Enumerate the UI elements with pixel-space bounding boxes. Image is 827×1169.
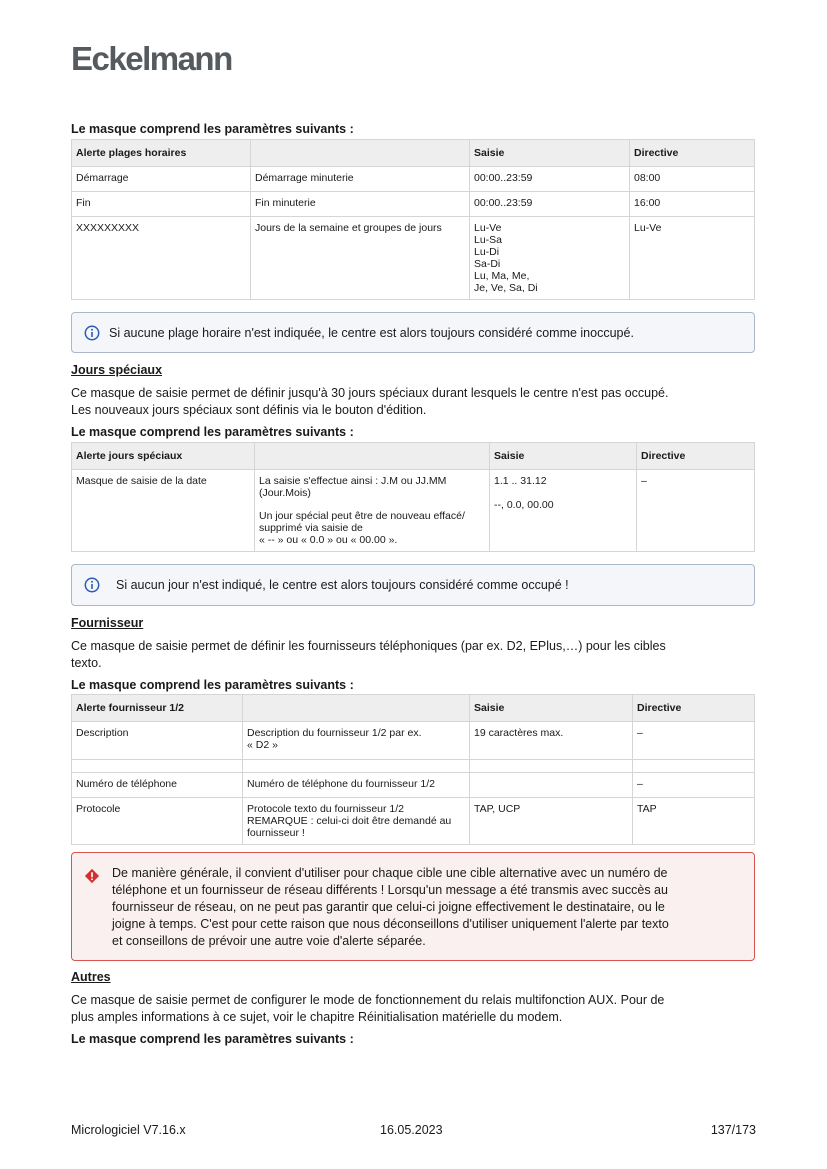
cell-line: (Jour.Mois) xyxy=(259,487,311,499)
table-row xyxy=(72,470,755,552)
header-cell: Saisie xyxy=(490,443,637,470)
cell xyxy=(633,760,755,773)
table-header-row xyxy=(72,695,755,722)
cell-line: --, 0.0, 00.00 xyxy=(494,499,554,511)
cell-line: « D2 » xyxy=(247,739,278,751)
warning-note xyxy=(71,852,755,961)
section3-paragraph-line: Ce masque de saisie permet de définir les fournisseurs téléphoniques (par ex. D2, EPlus,…) pour les cibles xyxy=(71,639,666,653)
cell xyxy=(72,760,243,773)
cell: 00:00..23:59 xyxy=(470,167,630,192)
section2-paragraph-line: Ce masque de saisie permet de définir jusqu'à 30 jours spéciaux durant lesquels le centre n'est pas occupé. xyxy=(71,386,669,400)
warning-line: téléphone et un fournisseur de réseau différents ! Lorsqu'un message a été transmis avec succès au xyxy=(112,883,668,897)
cell: TAP xyxy=(633,798,755,845)
cell: 00:00..23:59 xyxy=(470,192,630,217)
table-row xyxy=(72,217,755,300)
warning-icon xyxy=(84,868,100,884)
cell xyxy=(243,760,470,773)
header-cell: Saisie xyxy=(470,140,630,167)
cell: Fin xyxy=(72,192,251,217)
info-note-text: Si aucun jour n'est indiqué, le centre est alors toujours considéré comme occupé ! xyxy=(116,578,569,592)
warning-line: fournisseur de réseau, on ne peut pas garantir que celui-ci joigne effectivement le destinataire, ou le xyxy=(112,900,665,914)
cell: – xyxy=(633,773,755,798)
cell xyxy=(243,798,470,845)
cell xyxy=(490,470,637,552)
table-row xyxy=(72,722,755,760)
section1-intro-heading: Le masque comprend les paramètres suivants : xyxy=(71,122,354,136)
table-row xyxy=(72,798,755,845)
header-cell xyxy=(255,443,490,470)
section2-paragraph-line: Les nouveaux jours spéciaux sont définis via le bouton d'édition. xyxy=(71,403,427,417)
cell: Fin minuterie xyxy=(251,192,470,217)
cell xyxy=(470,760,633,773)
cell-line: La saisie s'effectue ainsi : J.M ou JJ.MM xyxy=(259,475,447,487)
cell-line: REMARQUE : celui-ci doit être demandé au xyxy=(247,815,452,827)
special-days-table xyxy=(71,442,755,552)
header-cell: Directive xyxy=(630,140,755,167)
cell-line: Lu-Di xyxy=(474,246,500,258)
footer-firmware: Micrologiciel V7.16.x xyxy=(71,1123,186,1137)
header-cell: Directive xyxy=(637,443,755,470)
section3-paragraph-line: texto. xyxy=(71,656,102,670)
cell: Numéro de téléphone du fournisseur 1/2 xyxy=(243,773,470,798)
table-row xyxy=(72,760,755,773)
warning-text xyxy=(112,865,669,950)
cell: Numéro de téléphone xyxy=(72,773,243,798)
section4-paragraph-line: Ce masque de saisie permet de configurer le mode de fonctionnement du relais multifonction AUX. Pour de xyxy=(71,993,665,1007)
section-title-special-days: Jours spéciaux xyxy=(71,363,163,377)
cell xyxy=(255,470,490,552)
cell-line: Un jour spécial peut être de nouveau effacé/ xyxy=(259,510,465,522)
cell: 08:00 xyxy=(630,167,755,192)
cell: – xyxy=(633,722,755,760)
header-cell: Directive xyxy=(633,695,755,722)
cell: Démarrage xyxy=(72,167,251,192)
warning-line: De manière générale, il convient d'utiliser pour chaque cible une cible alternative avec un numéro de xyxy=(112,866,668,880)
cell-line: Je, Ve, Sa, Di xyxy=(474,282,538,294)
table-header-row xyxy=(72,443,755,470)
cell xyxy=(470,217,630,300)
header-cell xyxy=(251,140,470,167)
section-title-provider: Fournisseur xyxy=(71,616,144,630)
table-row xyxy=(72,773,755,798)
section-title-other: Autres xyxy=(71,970,111,984)
cell-line: Lu-Sa xyxy=(474,234,503,246)
cell: Masque de saisie de la date xyxy=(72,470,255,552)
cell: XXXXXXXXX xyxy=(72,217,251,300)
warning-line: joigne à temps. C'est pour cette raison que nous déconseillons d'utiliser uniquement l'alerte par texto xyxy=(112,917,669,931)
cell-line: Protocole texto du fournisseur 1/2 xyxy=(247,803,405,815)
eckelmann-logo: Eckelmann xyxy=(71,40,232,77)
cell: – xyxy=(637,470,755,552)
cell-line: 1.1 .. 31.12 xyxy=(494,475,547,487)
cell xyxy=(243,722,470,760)
cell-line: fournisseur ! xyxy=(247,827,305,839)
section2-intro-heading: Le masque comprend les paramètres suivants : xyxy=(71,425,354,439)
cell: 16:00 xyxy=(630,192,755,217)
cell-line: Lu-Ve xyxy=(474,222,502,234)
cell xyxy=(470,773,633,798)
cell: Jours de la semaine et groupes de jours xyxy=(251,217,470,300)
cell: Lu-Ve xyxy=(630,217,755,300)
header-cell xyxy=(243,695,470,722)
cell: 19 caractères max. xyxy=(470,722,633,760)
cell-line: supprimé via saisie de xyxy=(259,522,363,534)
cell: TAP, UCP xyxy=(470,798,633,845)
time-ranges-table xyxy=(71,139,755,300)
cell-line: Sa-Di xyxy=(474,258,501,270)
footer-page-number: 137/173 xyxy=(710,1123,756,1137)
cell-line: « -- » ou « 0.0 » ou « 00.00 ». xyxy=(259,534,398,546)
header-cell: Alerte fournisseur 1/2 xyxy=(72,695,243,722)
header-cell: Saisie xyxy=(470,695,633,722)
info-note xyxy=(71,564,755,606)
cell: Démarrage minuterie xyxy=(251,167,470,192)
section4-paragraph-line: plus amples informations à ce sujet, voir le chapitre Réinitialisation matérielle du modem. xyxy=(71,1010,563,1024)
cell: Description xyxy=(72,722,243,760)
warning-line: et conseillons de prévoir une autre voie d'alerte séparée. xyxy=(112,934,426,948)
table-row xyxy=(72,192,755,217)
section4-intro-heading: Le masque comprend les paramètres suivants : xyxy=(71,1032,354,1046)
header-cell: Alerte jours spéciaux xyxy=(72,443,255,470)
provider-table xyxy=(71,694,755,845)
cell-line: Lu, Ma, Me, xyxy=(474,270,530,282)
info-icon xyxy=(84,577,100,593)
info-note xyxy=(71,312,755,353)
header-cell: Alerte plages horaires xyxy=(72,140,251,167)
cell: Protocole xyxy=(72,798,243,845)
section3-intro-heading: Le masque comprend les paramètres suivants : xyxy=(71,678,354,692)
table-row xyxy=(72,167,755,192)
info-icon xyxy=(84,325,100,341)
cell-line: Description du fournisseur 1/2 par ex. xyxy=(247,727,422,739)
footer-date: 16.05.2023 xyxy=(380,1123,443,1137)
info-note-text: Si aucune plage horaire n'est indiquée, le centre est alors toujours considéré comme inoccupé. xyxy=(109,325,634,340)
table-header-row xyxy=(72,140,755,167)
